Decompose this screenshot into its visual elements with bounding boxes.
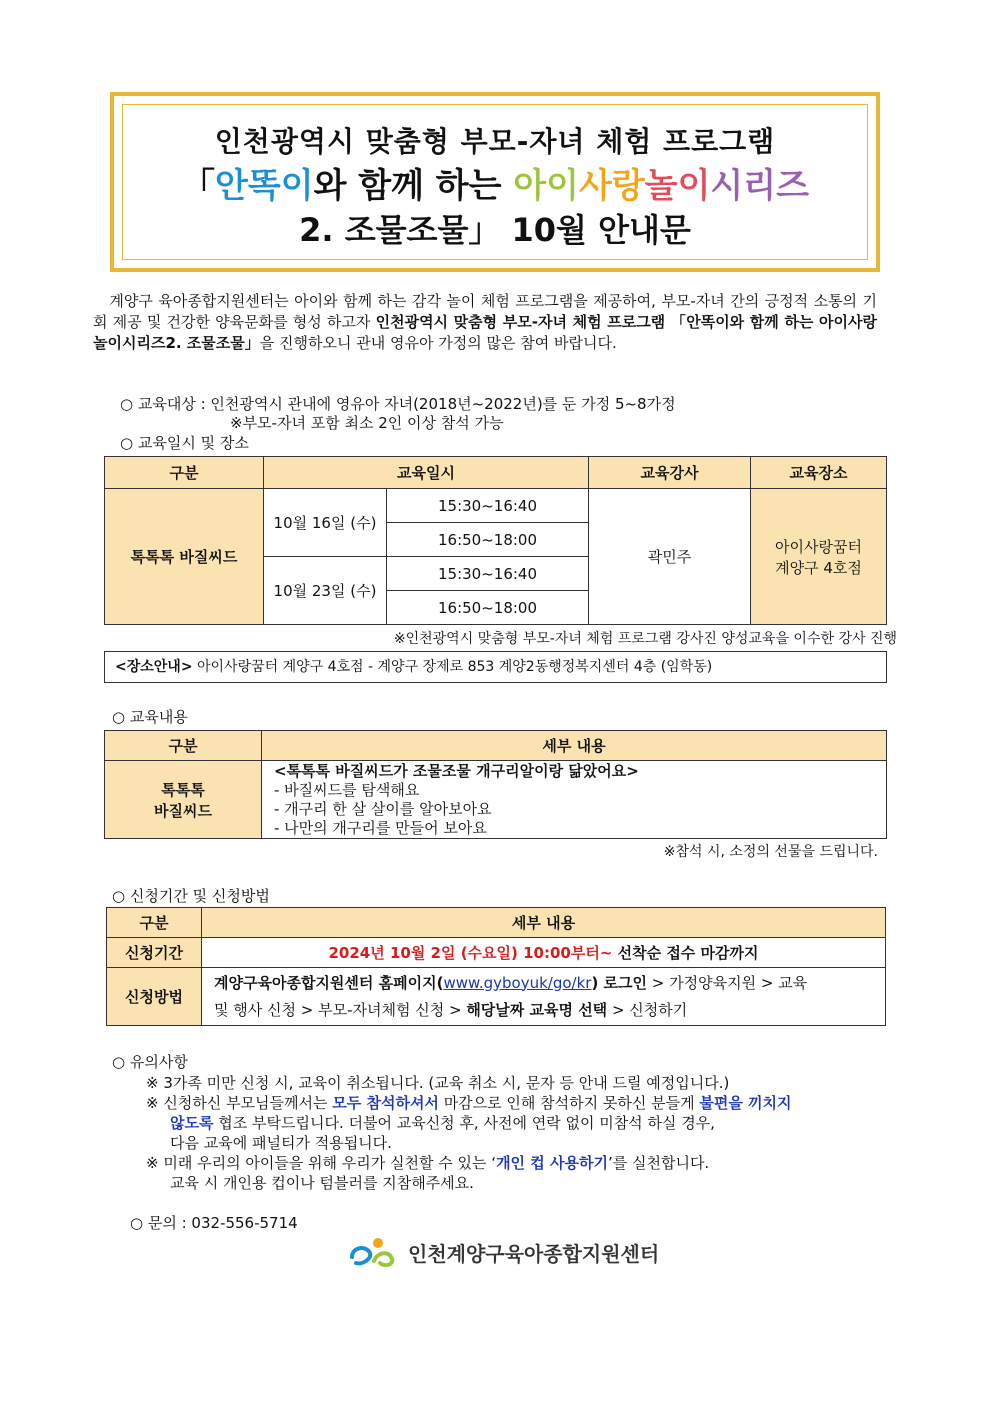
schedule-date-2: 10월 23일 (수)	[264, 557, 387, 625]
content-header-detail: 세부 내용	[262, 731, 887, 761]
schedule-time: 15:30~16:40	[387, 489, 589, 523]
apply-period-label: 신청기간	[107, 938, 202, 968]
intro-paragraph	[93, 291, 877, 354]
content-item: - 나만의 개구리를 만들어 보아요	[274, 818, 487, 837]
content-detail	[262, 761, 887, 839]
title-andduki: 안똑이	[215, 166, 314, 206]
title-bracket: 「	[181, 166, 216, 206]
contact-line: ○ 문의 : 032-556-5714	[130, 1214, 298, 1232]
schedule-location	[751, 489, 887, 625]
schedule-time: 16:50~18:00	[387, 523, 589, 557]
apply-header-category: 구분	[107, 908, 202, 938]
target-line: ○ 교육대상 : 인천광역시 관내에 영유아 자녀(2018년~2022년)를 둔 가정 5~8가정	[120, 395, 676, 413]
note-2f: 협조 부탁드립니다. 더불어 교육신청 후, 사전에 연락 없이 미참석 하실 경우,	[213, 1114, 715, 1132]
apply-method	[202, 968, 886, 1026]
note-2	[146, 1092, 792, 1113]
schedule-heading: ○ 교육일시 및 장소	[120, 434, 249, 452]
place-info-box	[104, 651, 887, 683]
apply-heading: ○ 신청기간 및 신청방법	[112, 887, 270, 905]
schedule-date-1: 10월 16일 (수)	[264, 489, 387, 557]
title-middle: 와 함께 하는	[313, 166, 514, 206]
content-table	[104, 730, 887, 839]
apply-table	[106, 907, 886, 1026]
schedule-header-datetime: 교육일시	[264, 457, 589, 489]
note-2c: 마감으로 인해 참석하지 못하신 분들게	[438, 1094, 700, 1112]
apply-method-login: ) 로그인	[591, 973, 648, 992]
apply-period	[202, 938, 886, 968]
target-note: ※부모-자녀 포함 최소 2인 이상 참석 가능	[230, 414, 504, 432]
note-2d: 불편을 끼치지	[699, 1094, 792, 1112]
schedule-time: 16:50~18:00	[387, 591, 589, 625]
content-heading: ○ 교육내용	[112, 708, 188, 726]
apply-method-path2: 및 행사 신청 > 부모-자녀체험 신청 >	[214, 1000, 467, 1019]
location-line1: 아이사랑꿈터	[775, 537, 862, 556]
apply-header-detail: 세부 내용	[202, 908, 886, 938]
logo-mark-icon	[348, 1235, 404, 1269]
note-3c: ’를 실천합니다.	[607, 1154, 710, 1172]
apply-period-date: 2024년 10월 2일 (수요일) 10:00부터~	[328, 944, 613, 962]
note-1: ※ 3가족 미만 신청 시, 교육이 취소됩니다. (교육 취소 시, 문자 등 안내 드릴 예정입니다.)	[146, 1074, 730, 1092]
schedule-footnote: ※인천광역시 맞춤형 부모-자녀 체험 프로그램 강사진 양성교육을 이수한 강사 진행	[393, 631, 897, 647]
content-title: <톡톡톡 바질씨드가 조물조물 개구리알이랑 닮았어요>	[274, 761, 639, 780]
title-line1: 인천광역시 맞춤형 부모-자녀 체험 프로그램	[214, 125, 776, 158]
schedule-header-location: 교육장소	[751, 457, 887, 489]
apply-method-select: 해당날짜 교육명 선택	[466, 1000, 608, 1019]
location-line2: 계양구 4호점	[775, 558, 862, 577]
intro-text-2: 을 진행하오니 관내 영유아 가정의 많은 참여 바랍니다.	[259, 334, 617, 352]
apply-method-path3: > 신청하기	[607, 1000, 688, 1019]
apply-method-site: 계양구육아종합지원센터 홈페이지(	[214, 973, 444, 992]
logo-text: 인천계양구육아종합지원센터	[408, 1242, 660, 1266]
intro-text-1: 계양구 육아종합지원센터는 아이와 함께 하는 감각 놀이 체험 프로그램을 제공하여, 부모-자녀 간의 긍정적 소통의 기회 제공 및 건강한 양육문화를 형성 하고자	[93, 292, 877, 331]
schedule-time: 15:30~16:40	[387, 557, 589, 591]
schedule-header-instructor: 교육강사	[589, 457, 751, 489]
place-label: <장소안내>	[115, 659, 193, 675]
note-2e: 않도록	[170, 1114, 214, 1132]
intro-bold: 인천광역시 맞춤형 부모-자녀 체험 프로그램 「안똑이와 함께 하는 아이사랑놀이시리즈2. 조물조물」	[93, 313, 877, 352]
apply-method-label: 신청방법	[107, 968, 202, 1026]
content-program-line1: 톡톡톡	[161, 780, 205, 799]
homepage-link[interactable]: www.gyboyuk/go/kr	[443, 973, 592, 992]
schedule-program: 톡톡톡 바질씨드	[105, 489, 264, 625]
content-program	[105, 761, 262, 839]
note-2b: 모두 참석하셔서	[332, 1094, 439, 1112]
note-2-line3: 다음 교육에 패널티가 적용됩니다.	[170, 1134, 392, 1152]
title-line3: 2. 조물조물」 10월 안내문	[299, 211, 691, 249]
note-3a: ※ 미래 우리의 아이들을 위해 우리가 실천할 수 있는 ‘	[146, 1154, 497, 1172]
title-series: 아이사랑놀이시리즈	[513, 166, 809, 206]
schedule-instructor: 곽민주	[589, 489, 751, 625]
note-2a: ※ 신청하신 부모님들께서는	[146, 1094, 333, 1112]
note-2-line2	[170, 1112, 715, 1133]
schedule-table	[104, 456, 887, 625]
note-3	[146, 1152, 709, 1173]
note-3-line2: 교육 시 개인용 컵이나 텀블러를 지참해주세요.	[170, 1174, 474, 1192]
content-footnote: ※참석 시, 소정의 선물을 드립니다.	[663, 844, 878, 860]
content-header-category: 구분	[105, 731, 262, 761]
notes-heading: ○ 유의사항	[112, 1053, 188, 1071]
note-3b: 개인 컵 사용하기	[496, 1154, 608, 1172]
apply-method-path1: > 가정양육지원 > 교육	[647, 973, 808, 992]
place-text: 아이사랑꿈터 계양구 4호점 - 계양구 장제로 853 계양2동행정복지센터 4층 (임학동)	[192, 659, 713, 675]
content-item: - 개구리 한 살 살이를 알아보아요	[274, 799, 492, 818]
content-item: - 바질씨드를 탐색해요	[274, 780, 420, 799]
schedule-header-category: 구분	[105, 457, 264, 489]
content-program-line2: 바질씨드	[154, 801, 212, 820]
apply-period-rest: 선착순 접수 마감까지	[612, 944, 759, 962]
center-logo	[348, 1235, 660, 1269]
title-line2	[110, 158, 880, 207]
